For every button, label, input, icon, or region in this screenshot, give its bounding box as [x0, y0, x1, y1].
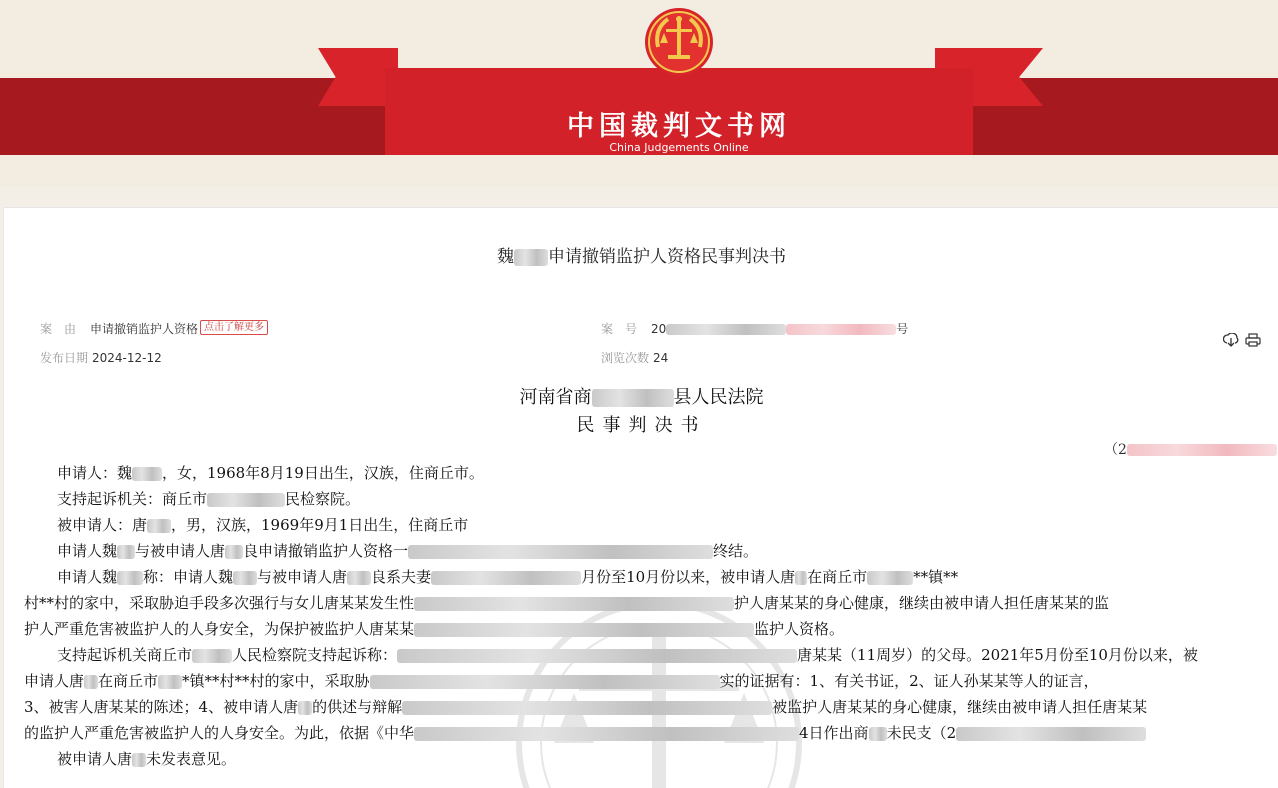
case-number-prefix: （2: [1104, 442, 1127, 458]
title-text: 申请撤销监护人资格民事判决书: [548, 247, 786, 267]
document-type: 民事判决书: [576, 415, 707, 436]
text-span: 护人唐某某的身心健康，继续由被申请人担任唐某某的监: [734, 594, 1110, 612]
text-span: 未民支（2: [886, 724, 957, 742]
text-span: 民检察院。: [285, 490, 361, 508]
redacted-block: [414, 623, 754, 637]
text-span: ，女，1968年8月19日出生，汉族，住商丘市。: [162, 464, 484, 482]
redacted-block: [225, 545, 243, 559]
redacted-block: [414, 727, 799, 741]
redacted-block: [233, 571, 257, 585]
redacted-block: [592, 389, 674, 407]
redacted-block: [397, 649, 797, 663]
redacted-block: [132, 467, 162, 481]
redacted-block: [666, 324, 786, 335]
text-span: 申请人：魏: [57, 464, 133, 482]
text-span: 支持起诉机关商丘市: [57, 646, 193, 664]
print-icon[interactable]: [1245, 333, 1261, 347]
text-span: 监护人资格。: [754, 620, 845, 638]
redacted-block: [867, 571, 913, 585]
redacted-block: [414, 597, 734, 611]
text-span: *镇**村**村的家中，采取胁: [182, 672, 370, 690]
court-name-suffix: 县人民法院: [673, 387, 764, 408]
publish-date-label: 发布日期: [40, 351, 89, 365]
text-span: 被监护人唐某某的身心健康，继续由被申请人担任唐某某: [772, 698, 1148, 716]
text-span: 的监护人严重危害被监护人的人身安全。为此，依据《中华: [24, 724, 415, 742]
court-name-prefix: 河南省商: [519, 387, 592, 408]
site-banner: [0, 0, 1278, 186]
text-span: 支持起诉机关：商丘市: [57, 490, 208, 508]
paragraph: [24, 512, 1254, 538]
paragraph: [24, 460, 1254, 486]
paragraph: [24, 616, 1254, 642]
text-span: 护人严重危害被监护人的人身安全，为保护被监护人唐某某: [24, 620, 415, 638]
views-value: 24: [653, 351, 669, 365]
redacted-block: [207, 493, 285, 507]
redacted-block: [408, 545, 713, 559]
paragraph: [24, 720, 1254, 746]
text-span: 3、被害人唐某某的陈述；4、被申请人唐: [24, 698, 299, 716]
redacted-block: [158, 675, 182, 689]
paragraph: [24, 668, 1254, 694]
redacted-block: [514, 249, 548, 266]
redacted-block: [347, 571, 371, 585]
text-span: 申请人唐: [24, 672, 85, 690]
court-emblem-icon: [644, 7, 714, 77]
paragraph: [24, 642, 1254, 668]
text-span: 良申请撤销监护人资格一: [243, 542, 409, 560]
text-span: 人民检察院支持起诉称：: [232, 646, 398, 664]
case-number-value: 20: [651, 322, 667, 336]
case-number-line: [1104, 439, 1277, 459]
paragraph: [24, 590, 1254, 616]
paragraph: [24, 564, 1254, 590]
title-prefix: 魏: [497, 247, 514, 267]
text-span: 月份至10月份以来，被申请人唐: [581, 568, 796, 586]
learn-more-link[interactable]: 点击了解更多: [200, 320, 268, 335]
redacted-block: [795, 571, 807, 585]
redacted-block: [786, 324, 896, 335]
text-span: 实的证据有：1、有关书证，2、证人孙某某等人的证言，: [719, 672, 1099, 690]
paragraph: [24, 746, 1254, 772]
text-span: 在商丘市: [807, 568, 868, 586]
case-number-label: 案 号: [601, 322, 638, 336]
text-span: 在商丘市: [98, 672, 159, 690]
publish-date-field: [40, 349, 162, 366]
document-tools: [1223, 333, 1261, 351]
text-span: 村**村的家中，采取胁迫手段多次强行与女儿唐某某发生性: [24, 594, 415, 612]
redacted-block: [431, 571, 581, 585]
case-number-suffix: 号: [896, 322, 909, 336]
site-title: 中国裁判文书网: [567, 111, 791, 142]
text-span: 与被申请人唐: [257, 568, 348, 586]
paragraph: [24, 538, 1254, 564]
views-field: [601, 349, 668, 366]
redacted-block: [370, 675, 720, 689]
paragraph: [24, 694, 1254, 720]
text-span: 唐某某（11周岁）的父母。2021年5月份至10月份以来，被: [797, 646, 1198, 664]
cause-field: [40, 320, 268, 337]
views-label: 浏览次数: [601, 351, 650, 365]
text-span: 申请人魏: [57, 568, 118, 586]
publish-date-value: 2024-12-12: [92, 351, 162, 365]
cause-label: 案 由: [40, 322, 77, 336]
text-span: 良系夫妻: [371, 568, 432, 586]
redacted-block: [117, 571, 143, 585]
text-span: **镇**: [913, 568, 959, 586]
redacted-block: [956, 727, 1146, 741]
text-span: 被申请人唐: [57, 750, 133, 768]
site-subtitle: China Judgements Online: [609, 141, 749, 154]
text-span: 被申请人：唐: [57, 516, 148, 534]
text-span: ，男，汉族，1969年9月1日出生，住商丘市: [171, 516, 469, 534]
text-span: 申请人魏: [57, 542, 118, 560]
document-title: [4, 242, 1278, 267]
text-span: 未发表意见。: [146, 750, 237, 768]
redacted-block: [132, 753, 146, 767]
redacted-block: [298, 701, 312, 715]
redacted-block: [84, 675, 98, 689]
redacted-block: [869, 727, 887, 741]
text-span: 终结。: [713, 542, 759, 560]
redacted-block: [1127, 444, 1277, 456]
case-number-field: [601, 320, 908, 337]
court-name: [4, 383, 1278, 409]
cause-value: 申请撤销监护人资格: [90, 322, 199, 336]
text-span: 4日作出商: [799, 724, 869, 742]
document-panel: [3, 207, 1278, 788]
redacted-block: [147, 519, 171, 533]
redacted-block: [117, 545, 135, 559]
text-span: 称：申请人魏: [143, 568, 234, 586]
text-span: 与被申请人唐: [135, 542, 226, 560]
redacted-block: [402, 701, 772, 715]
text-span: 的供述与辩解: [312, 698, 403, 716]
paragraph: [24, 486, 1254, 512]
download-icon[interactable]: [1223, 333, 1239, 347]
redacted-block: [192, 649, 232, 663]
